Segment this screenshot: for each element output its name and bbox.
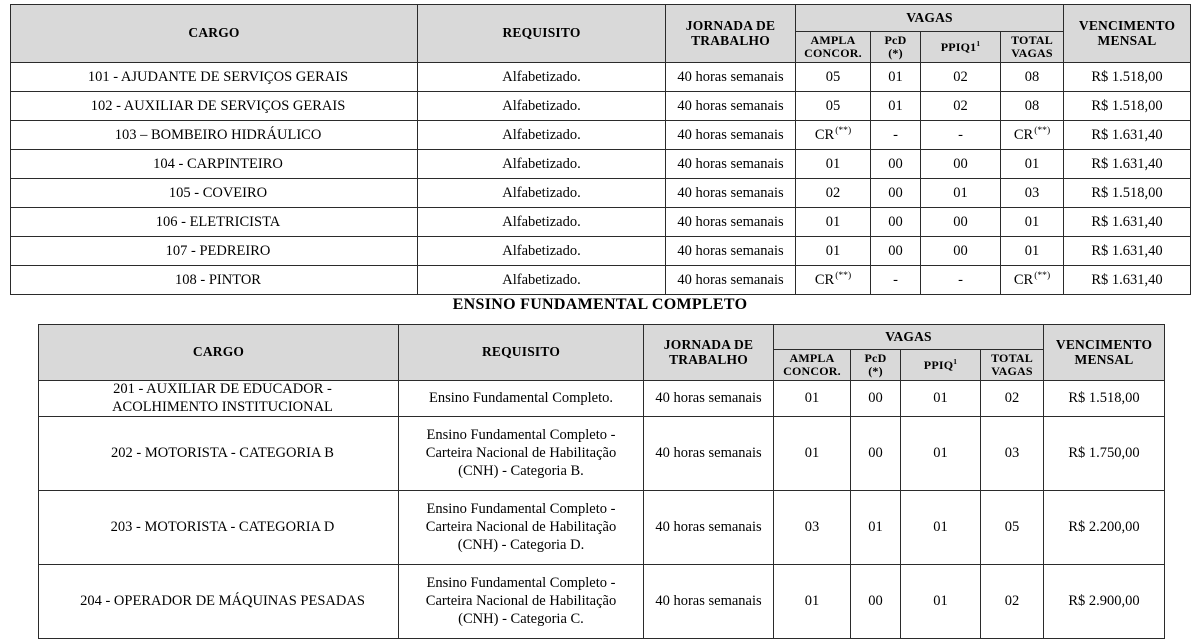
positions-table-fundamental-completo xyxy=(38,324,1165,639)
cell-ampla: 01 xyxy=(774,417,851,491)
cell-total: 01 xyxy=(1001,150,1064,179)
ppiq-label: PPIQ xyxy=(923,357,954,372)
cell-pcd: - xyxy=(871,121,921,150)
cr-label: CR xyxy=(1013,271,1034,288)
table-two-header xyxy=(39,325,1165,381)
table-row xyxy=(11,92,1191,121)
table-row xyxy=(11,121,1191,150)
cell-ampla: 01 xyxy=(796,208,871,237)
cell-vencimento: R$ 1.518,00 xyxy=(1064,92,1191,121)
cell-requisito: Alfabetizado. xyxy=(418,208,666,237)
ppiq-footnote-marker: 1 xyxy=(976,38,981,48)
table-row xyxy=(39,417,1165,491)
total-line-1: TOTAL xyxy=(1011,33,1053,48)
column-header-vencimento-mensal xyxy=(1064,5,1191,63)
cell-total: 05 xyxy=(981,491,1044,565)
cell-jornada: 40 horas semanais xyxy=(644,565,774,639)
table-one-body xyxy=(11,63,1191,295)
cr-label: CR xyxy=(814,126,835,143)
requisito-line-3: (CNH) - Categoria C. xyxy=(458,610,584,627)
column-header-cargo: CARGO xyxy=(39,325,399,381)
cell-ampla: 01 xyxy=(796,237,871,266)
requisito-line-2: Carteira Nacional de Habilitação xyxy=(425,444,617,461)
cell-ppiq: - xyxy=(921,266,1001,295)
cell-requisito: Alfabetizado. xyxy=(418,92,666,121)
table-row xyxy=(11,237,1191,266)
column-header-vagas-group: VAGAS xyxy=(796,5,1064,32)
cell-cargo: 103 – BOMBEIRO HIDRÁULICO xyxy=(11,121,418,150)
column-header-vencimento-mensal xyxy=(1044,325,1165,381)
requisito-line-1: Ensino Fundamental Completo - xyxy=(426,574,616,591)
cell-requisito: Alfabetizado. xyxy=(418,63,666,92)
cell-requisito xyxy=(399,565,644,639)
cell-total: 08 xyxy=(1001,63,1064,92)
cell-ppiq: 01 xyxy=(901,565,981,639)
cell-cargo: 108 - PINTOR xyxy=(11,266,418,295)
cell-requisito: Alfabetizado. xyxy=(418,266,666,295)
cell-jornada: 40 horas semanais xyxy=(666,63,796,92)
cell-cargo xyxy=(39,491,399,565)
requisito-line-2: Carteira Nacional de Habilitação xyxy=(425,592,617,609)
column-header-pcd xyxy=(871,32,921,63)
table-row xyxy=(11,63,1191,92)
cell-ampla xyxy=(796,266,871,295)
column-header-requisito: REQUISITO xyxy=(418,5,666,63)
cell-requisito: Alfabetizado. xyxy=(418,237,666,266)
cell-cargo: 105 - COVEIRO xyxy=(11,179,418,208)
cell-cargo: 107 - PEDREIRO xyxy=(11,237,418,266)
cell-requisito xyxy=(399,417,644,491)
column-header-total-vagas xyxy=(1001,32,1064,63)
cell-ppiq: - xyxy=(921,121,1001,150)
cell-vencimento: R$ 1.631,40 xyxy=(1064,150,1191,179)
pcd-line-2: (*) xyxy=(868,364,883,378)
cell-total xyxy=(1001,121,1064,150)
cell-vencimento: R$ 1.631,40 xyxy=(1064,237,1191,266)
cr-label: CR xyxy=(814,271,835,288)
cargo-line-1: 204 - OPERADOR DE MÁQUINAS PESADAS xyxy=(80,593,365,610)
cell-ampla: 05 xyxy=(796,92,871,121)
table-row xyxy=(11,208,1191,237)
cell-vencimento: R$ 1.631,40 xyxy=(1064,208,1191,237)
table-one-container xyxy=(10,4,1190,295)
cell-pcd: - xyxy=(871,266,921,295)
cell-cargo: 104 - CARPINTEIRO xyxy=(11,150,418,179)
cell-requisito xyxy=(399,381,644,417)
vencimento-line-1: VENCIMENTO xyxy=(1055,336,1153,352)
cell-pcd: 01 xyxy=(871,63,921,92)
column-header-ampla-concorrencia xyxy=(796,32,871,63)
cell-vencimento: R$ 1.518,00 xyxy=(1064,179,1191,208)
pcd-line-1: PcD xyxy=(864,351,887,366)
cell-jornada: 40 horas semanais xyxy=(666,179,796,208)
cr-footnote-marker: (**) xyxy=(1034,124,1051,136)
cell-jornada: 40 horas semanais xyxy=(666,150,796,179)
cell-ppiq: 00 xyxy=(921,208,1001,237)
pcd-line-1: PcD xyxy=(884,33,907,48)
cell-ampla: 01 xyxy=(774,565,851,639)
cell-pcd: 01 xyxy=(851,491,901,565)
section-title-ensino-fundamental-completo: ENSINO FUNDAMENTAL COMPLETO xyxy=(452,296,748,313)
cell-jornada: 40 horas semanais xyxy=(644,381,774,417)
column-header-ppiq xyxy=(921,32,1001,63)
cargo-line-1: 203 - MOTORISTA - CATEGORIA D xyxy=(110,519,335,536)
cell-cargo xyxy=(39,381,399,417)
cell-ppiq: 01 xyxy=(921,179,1001,208)
cell-ppiq: 01 xyxy=(901,381,981,417)
cell-ppiq: 01 xyxy=(901,417,981,491)
column-header-jornada-trabalho xyxy=(666,5,796,63)
cell-cargo: 106 - ELETRICISTA xyxy=(11,208,418,237)
table-row xyxy=(39,381,1165,417)
cell-pcd: 00 xyxy=(851,565,901,639)
ampla-line-2: CONCOR. xyxy=(783,364,841,378)
cell-cargo xyxy=(39,565,399,639)
cell-jornada: 40 horas semanais xyxy=(666,208,796,237)
requisito-line-1: Ensino Fundamental Completo. xyxy=(428,389,614,406)
cell-pcd: 00 xyxy=(871,179,921,208)
cell-vencimento: R$ 2.900,00 xyxy=(1044,565,1165,639)
cell-cargo: 101 - AJUDANTE DE SERVIÇOS GERAIS xyxy=(11,63,418,92)
cell-ppiq: 01 xyxy=(901,491,981,565)
table-row xyxy=(11,150,1191,179)
column-header-ampla-concorrencia xyxy=(774,350,851,381)
cell-ampla xyxy=(796,121,871,150)
cell-pcd: 00 xyxy=(851,417,901,491)
cell-vencimento: R$ 1.518,00 xyxy=(1044,381,1165,417)
positions-table-fundamental-incompleto xyxy=(10,4,1191,295)
table-row xyxy=(11,179,1191,208)
column-header-total-vagas xyxy=(981,350,1044,381)
requisito-line-1: Ensino Fundamental Completo - xyxy=(426,500,616,517)
cell-jornada: 40 horas semanais xyxy=(666,121,796,150)
table-row xyxy=(39,491,1165,565)
cell-total xyxy=(1001,266,1064,295)
cell-pcd: 00 xyxy=(871,208,921,237)
cell-pcd: 00 xyxy=(871,237,921,266)
cell-jornada: 40 horas semanais xyxy=(666,266,796,295)
cell-vencimento: R$ 1.631,40 xyxy=(1064,266,1191,295)
cell-cargo xyxy=(39,417,399,491)
requisito-line-3: (CNH) - Categoria D. xyxy=(457,536,585,553)
requisito-line-1: Ensino Fundamental Completo - xyxy=(426,426,616,443)
cell-jornada: 40 horas semanais xyxy=(644,417,774,491)
cell-ampla: 03 xyxy=(774,491,851,565)
ampla-line-2: CONCOR. xyxy=(804,46,862,60)
cell-ppiq: 00 xyxy=(921,237,1001,266)
cell-vencimento: R$ 1.750,00 xyxy=(1044,417,1165,491)
cell-ampla: 05 xyxy=(796,63,871,92)
cell-requisito: Alfabetizado. xyxy=(418,179,666,208)
cell-jornada: 40 horas semanais xyxy=(666,237,796,266)
column-header-jornada-trabalho xyxy=(644,325,774,381)
cargo-line-1: 201 - AUXILIAR DE EDUCADOR - xyxy=(113,381,332,397)
column-header-pcd xyxy=(851,350,901,381)
total-line-1: TOTAL xyxy=(991,351,1033,366)
cell-requisito: Alfabetizado. xyxy=(418,121,666,150)
ppiq-label: PPIQ1 xyxy=(940,39,977,54)
cr-footnote-marker: (**) xyxy=(835,124,852,136)
column-header-vagas-group: VAGAS xyxy=(774,325,1044,350)
cell-total: 01 xyxy=(1001,237,1064,266)
cr-footnote-marker: (**) xyxy=(1034,269,1051,281)
cell-total: 02 xyxy=(981,565,1044,639)
cell-pcd: 00 xyxy=(851,381,901,417)
jornada-line-2: TRABALHO xyxy=(669,351,748,367)
cell-vencimento: R$ 2.200,00 xyxy=(1044,491,1165,565)
table-one-header xyxy=(11,5,1191,63)
cell-pcd: 00 xyxy=(871,150,921,179)
cell-ppiq: 02 xyxy=(921,63,1001,92)
vencimento-line-2: MENSAL xyxy=(1097,32,1157,48)
ampla-line-1: AMPLA xyxy=(789,351,835,366)
cell-requisito xyxy=(399,491,644,565)
cargo-line-2: ACOLHIMENTO INSTITUCIONAL xyxy=(112,398,333,415)
vencimento-line-1: VENCIMENTO xyxy=(1078,17,1176,33)
column-header-requisito: REQUISITO xyxy=(399,325,644,381)
ppiq-footnote-marker: 1 xyxy=(953,356,958,366)
table-two-container xyxy=(38,324,1164,639)
cell-pcd: 01 xyxy=(871,92,921,121)
cell-ampla: 01 xyxy=(796,150,871,179)
jornada-line-1: JORNADA DE xyxy=(685,17,776,33)
ampla-line-1: AMPLA xyxy=(810,33,856,48)
table-row xyxy=(11,266,1191,295)
cell-vencimento: R$ 1.631,40 xyxy=(1064,121,1191,150)
table-row xyxy=(39,565,1165,639)
cell-total: 03 xyxy=(981,417,1044,491)
cell-jornada: 40 horas semanais xyxy=(644,491,774,565)
requisito-line-2: Carteira Nacional de Habilitação xyxy=(425,518,617,535)
total-line-2: VAGAS xyxy=(1011,46,1053,60)
cell-total: 03 xyxy=(1001,179,1064,208)
column-header-cargo: CARGO xyxy=(11,5,418,63)
cell-ppiq: 02 xyxy=(921,92,1001,121)
cargo-line-1: 202 - MOTORISTA - CATEGORIA B xyxy=(111,445,334,462)
total-line-2: VAGAS xyxy=(991,364,1033,378)
cell-ampla: 02 xyxy=(796,179,871,208)
jornada-line-2: TRABALHO xyxy=(691,32,770,48)
table-two-body xyxy=(39,381,1165,639)
vencimento-line-2: MENSAL xyxy=(1074,351,1134,367)
cell-total: 02 xyxy=(981,381,1044,417)
cell-ppiq: 00 xyxy=(921,150,1001,179)
jornada-line-1: JORNADA DE xyxy=(663,336,754,352)
cell-ampla: 01 xyxy=(774,381,851,417)
requisito-line-3: (CNH) - Categoria B. xyxy=(458,462,584,479)
cell-jornada: 40 horas semanais xyxy=(666,92,796,121)
cell-vencimento: R$ 1.518,00 xyxy=(1064,63,1191,92)
cr-footnote-marker: (**) xyxy=(835,269,852,281)
cell-cargo: 102 - AUXILIAR DE SERVIÇOS GERAIS xyxy=(11,92,418,121)
column-header-ppiq xyxy=(901,350,981,381)
pcd-line-2: (*) xyxy=(888,46,903,60)
cell-requisito: Alfabetizado. xyxy=(418,150,666,179)
cell-total: 08 xyxy=(1001,92,1064,121)
cr-label: CR xyxy=(1013,126,1034,143)
cell-total: 01 xyxy=(1001,208,1064,237)
